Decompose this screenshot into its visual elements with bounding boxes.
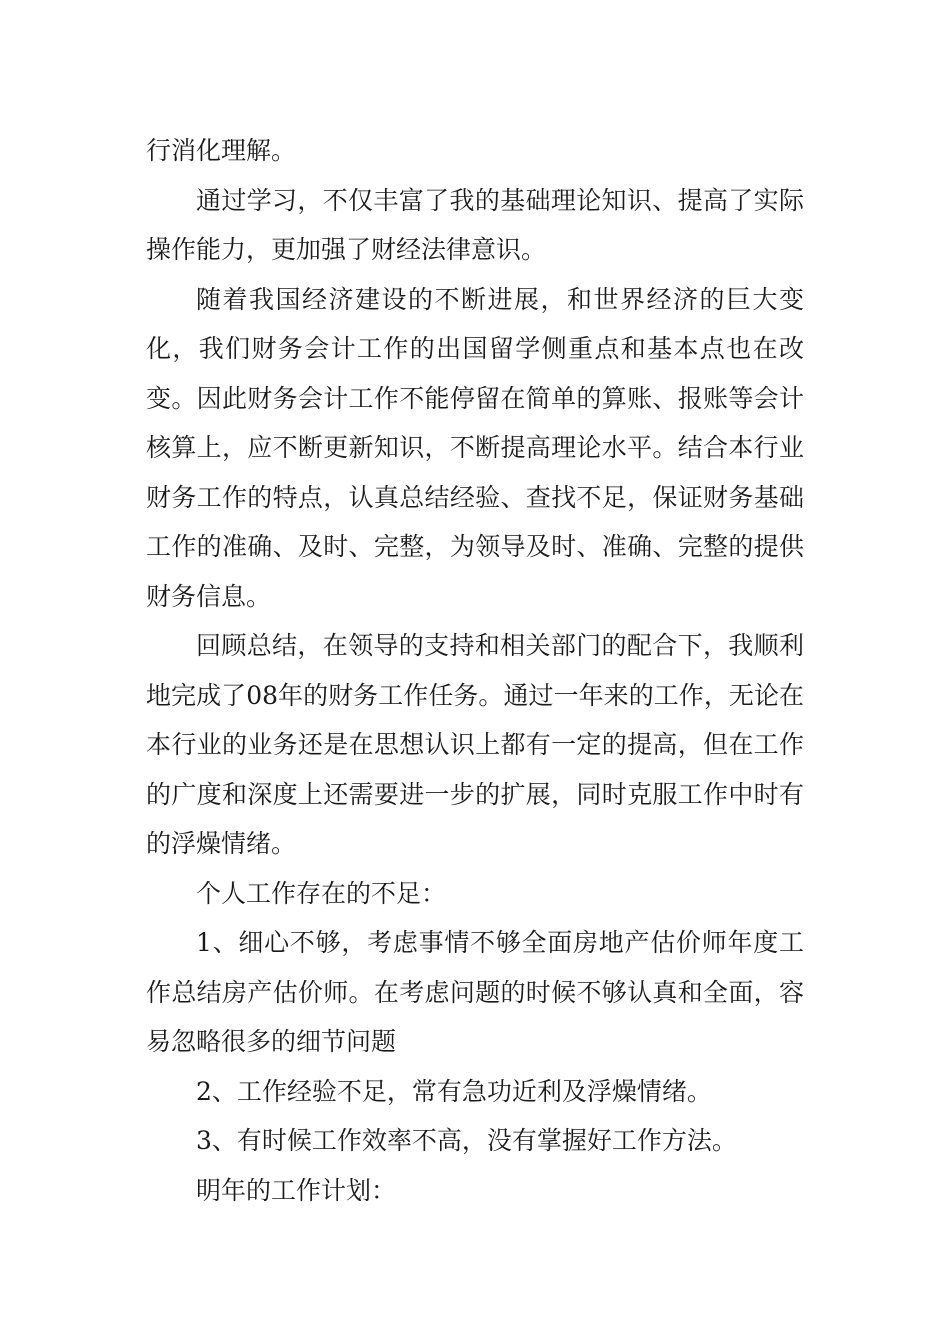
paragraph-shortcoming-2: 2、工作经验不足，常有急功近利及浮燥情绪。 — [196, 1076, 712, 1106]
paragraph-continuation: 行消化理解。 — [146, 136, 297, 165]
paragraph-study-benefits: 通过学习，不仅丰富了我的基础理论知识、提高了实际操作能力，更加强了财经法律意识。 — [146, 185, 804, 264]
paragraph-economic-development: 随着我国经济建设的不断进展，和世界经济的巨大变化，我们财务会计工作的出国留学侧重点和基本点也在改变。因此财务会计工作不能停留在简单的算账、报账等会计核算上，应不断更新知识，不断提高理论水平。结合本行业财务工作的特点，认真总结经验、查找不足，保证财务基础工作的准确、及时、完整，为领导及时、准确、完整的提供财务信息。 — [146, 284, 804, 611]
paragraph-plan-heading: 明年的工作计划： — [196, 1175, 397, 1205]
paragraph-review-summary: 回顾总结，在领导的支持和相关部门的配合下，我顺利地完成了08年的财务工作任务。通过一年来的工作，无论在本行业的业务还是在思想认识上都有一定的提高，但在工作的广度和深度上还需要进一步的扩展，同时克服工作中时有的浮燥情绪。 — [146, 631, 804, 858]
paragraph-shortcoming-1: 1、细心不够，考虑事情不够全面房地产估价师年度工作总结房产估价师。在考虑问题的时候不够认真和全面，容易忽略很多的细节问题 — [146, 928, 804, 1056]
paragraph-shortcomings-heading: 个人工作存在的不足： — [196, 878, 447, 908]
paragraph-shortcoming-3: 3、有时候工作效率不高，没有掌握好工作方法。 — [196, 1126, 737, 1155]
document-body — [146, 126, 804, 1215]
